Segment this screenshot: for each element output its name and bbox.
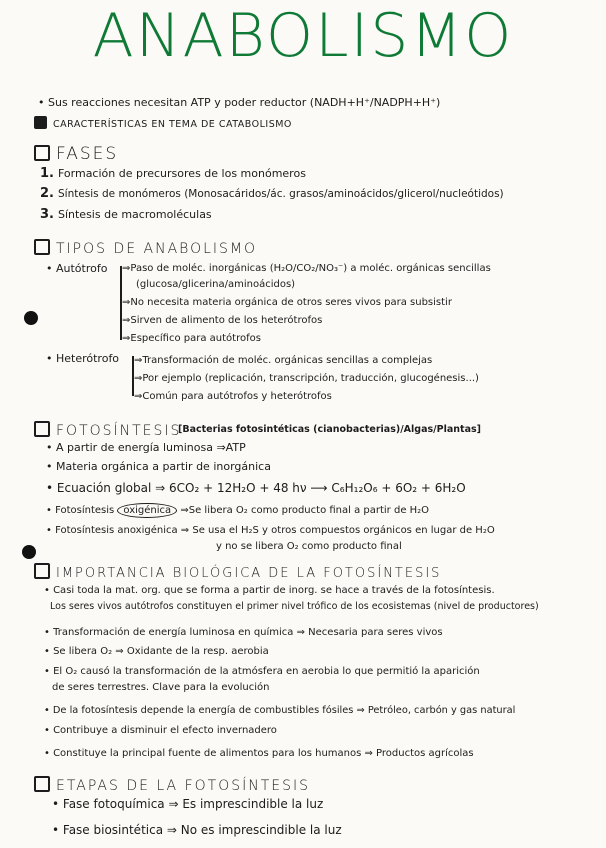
list-item: Los seres vivos autótrofos constituyen el primer nivel trófico de los ecosistemas (nivel de productores) (50, 601, 539, 612)
autotrofo-label: • Autótrofo (46, 262, 108, 275)
list-item: • Contribuye a disminuir el efecto invernadero (44, 725, 277, 736)
intro-characteristics (34, 116, 292, 132)
heterotrofo-label: • Heterótrofo (46, 352, 120, 365)
section-heading-tipos: TIPOS DE ANABOLISMO (34, 239, 257, 258)
list-item: • Fotosíntesis anoxigénica ⇒ Se usa el H₂S y otros compuestos orgánicos en lugar de H₂O (46, 525, 495, 536)
circled-word: oxigénica (117, 503, 177, 518)
checkbox-icon (34, 421, 50, 437)
checked-box-icon (34, 116, 47, 129)
list-item: • Fase fotoquímica ⇒ Es imprescindible la luz (52, 797, 324, 811)
intro-line: • Sus reacciones necesitan ATP y poder reductor (NADH+H⁺/NADPH+H⁺) (38, 96, 441, 109)
list-item: 1. Formación de precursores de los monómeros (40, 166, 306, 181)
list-item: • Constituye la principal fuente de alimentos para los humanos ⇒ Productos agrícolas (44, 748, 474, 759)
list-item: ⇒No necesita materia orgánica de otros seres vivos para subsistir (122, 297, 452, 308)
binder-hole (24, 311, 38, 325)
list-item: ⇒Paso de moléc. inorgánicas (H₂O/CO₂/NO₃⁻) a moléc. orgánicas sencillas (122, 263, 491, 274)
checkbox-icon (34, 145, 50, 161)
checkbox-icon (34, 776, 50, 792)
list-item: • Casi toda la mat. org. que se forma a partir de inorg. se hace a través de la fotosíntesis. (44, 585, 495, 596)
checkbox-icon (34, 563, 50, 579)
section-heading-importancia: IMPORTANCIA BIOLÓGICA DE LA FOTOSÍNTESIS (34, 563, 441, 583)
list-item: 2. Síntesis de monómeros (Monosacáridos/ác. grasos/aminoácidos/glicerol/nucleótidos) (40, 186, 504, 201)
page-title: ANABOLISMO (92, 1, 514, 71)
list-item: • Fotosíntesis oxigénica ⇒Se libera O₂ como producto final a partir de H₂O (46, 505, 430, 516)
list-item: y no se libera O₂ como producto final (216, 541, 402, 552)
binder-hole (22, 545, 36, 559)
list-item: ⇒Sirven de alimento de los heterótrofos (122, 315, 323, 326)
list-item: • Se libera O₂ ⇒ Oxidante de la resp. aerobia (44, 646, 269, 657)
list-item: (glucosa/glicerina/aminoácidos) (136, 279, 296, 290)
section-heading-fases: FASES (34, 145, 118, 163)
list-item: ⇒Transformación de moléc. orgánicas sencillas a complejas (134, 355, 433, 366)
section-heading-fotosintesis: FOTOSÍNTESIS (34, 421, 181, 440)
list-item: ⇒Por ejemplo (replicación, transcripción, traducción, glucogénesis...) (134, 373, 479, 384)
list-item: • A partir de energía luminosa ⇒ATP (46, 441, 246, 454)
list-item: ⇒Común para autótrofos y heterótrofos (134, 391, 332, 402)
list-item: • Transformación de energía luminosa en química ⇒ Necesaria para seres vivos (44, 627, 443, 638)
section-heading-etapas: ETAPAS DE LA FOTOSÍNTESIS (34, 776, 310, 795)
characteristics-label: CARACTERÍSTICAS EN TEMA DE CATABOLISMO (53, 119, 292, 130)
list-item: • El O₂ causó la transformación de la atmósfera en aerobia lo que permitió la aparición (44, 666, 480, 677)
organisms-bracket: [Bacterias fotosintéticas (cianobacterias)/Algas/Plantas] (178, 424, 481, 435)
list-item: 3. Síntesis de macromoléculas (40, 207, 212, 222)
list-item: • Materia orgánica a partir de inorgánica (46, 460, 271, 473)
list-item: ⇒Específico para autótrofos (122, 333, 261, 344)
list-item: • Fase biosintética ⇒ No es imprescindible la luz (52, 823, 342, 837)
list-item: de seres terrestres. Clave para la evolución (52, 682, 270, 693)
list-item: • De la fotosíntesis depende la energía de combustibles fósiles ⇒ Petróleo, carbón y gas natural (44, 705, 516, 716)
checkbox-icon (34, 239, 50, 255)
equation: • Ecuación global ⇒ 6CO₂ + 12H₂O + 48 hν ⟶ C₆H₁₂O₆ + 6O₂ + 6H₂O (46, 481, 466, 495)
